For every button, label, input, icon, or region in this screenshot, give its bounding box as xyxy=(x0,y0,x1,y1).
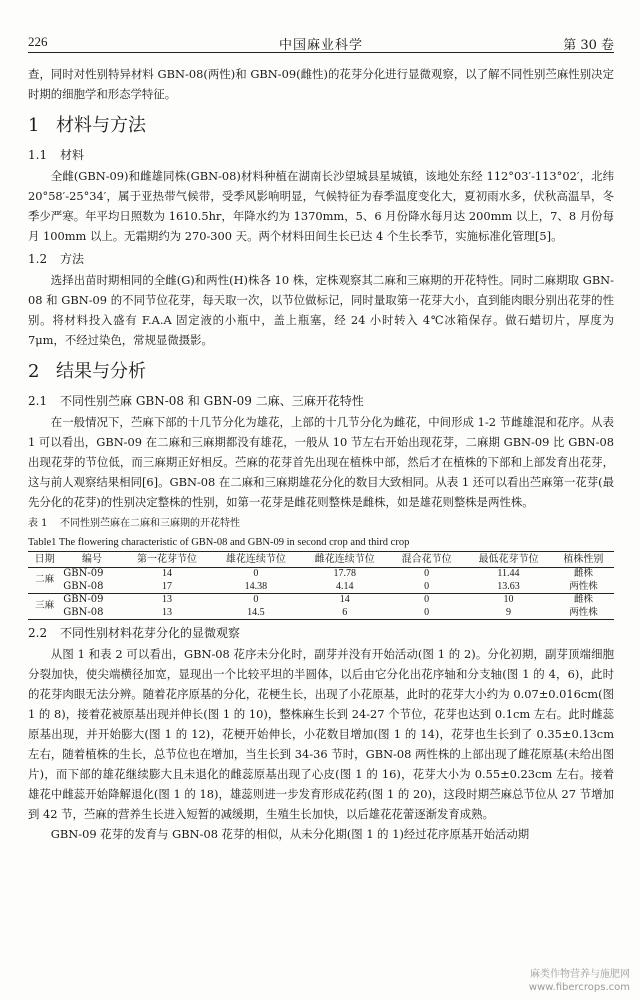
subsection-1-2-heading xyxy=(28,250,614,268)
table-header-cell: 雌花连续节位 xyxy=(314,554,375,565)
table-cell: 14.5 xyxy=(247,606,265,618)
table-title-cn: 不同性别苎麻在二麻和三麻期的开花特性 xyxy=(60,518,240,529)
subsection-number: 1.1 xyxy=(28,148,48,162)
subsection-title: 材料 xyxy=(60,148,85,162)
table-header-cell: 最低花芽节位 xyxy=(478,554,539,565)
table-cell: 17 xyxy=(162,580,173,592)
table-cell: 10 xyxy=(464,594,553,607)
table-header-cell: 编号 xyxy=(81,554,102,565)
table-header-cell: 第一花芽节位 xyxy=(137,554,198,565)
table-cell: 0 xyxy=(424,568,430,579)
table-cell: 0 xyxy=(389,594,464,607)
section-title: 材料与方法 xyxy=(56,115,146,136)
section-title: 结果与分析 xyxy=(56,361,146,382)
flowering-paragraph: 在一般情况下，苎麻下部的十几节分化为雄花，上部的十几节分化为雌花，中间形成 1-2 节雌雄混和花序。从表 1 可以看出，GBN-09 在二麻和三麻期都没有雄花，一般从 10 节左右开始出现花芽，二麻期 GBN-09 比 GBN-08 出现花芽的节位低，而三麻期正好相反。苎麻的花芽首先出现在植株中部，然后才在植株的下部和上部发育出花芽，这与前人观察结果相同[6]。GBN-08 在二麻和三麻期雄花分化的数目大致相同。从表 1 还可以看出苎麻第一花芽(最先分化的花芽)的性别决定整株的性别，如第一花芽是雌花则整株是雌株，如是雄花则整株是两性株。 xyxy=(28,415,614,509)
subsection-2-2-heading xyxy=(28,624,614,642)
site-watermark xyxy=(529,968,630,994)
watermark-line-cn: 麻类作物营养与施肥网 xyxy=(530,969,630,980)
table-cell: 雌株 xyxy=(573,568,593,579)
table-row xyxy=(28,568,614,581)
table-header-cell: 日期 xyxy=(34,554,55,565)
table-cell: GBN-08 xyxy=(63,580,104,592)
table-1-caption-en: Table1 The flowering characteristic of GBN-08 and GBN-09 in second crop and third crop xyxy=(28,537,410,548)
methods-paragraph: 选择出苗时期相同的全雌(G)和两性(H)株各 10 株，定株观察其二麻和三麻期的开花特性。同时二麻期取 GBN-08 和 GBN-09 的不同节位花芽，每天取一次，以节位做标记，同时量取第一花芽大小，直到能肉眼分别出花芽的性别。将材料投入盛有 F.A.A 固定液的小瓶中，盖上瓶塞，经 24 小时转入 4℃冰箱保存。做石蜡切片，厚度为 7μm，不经过染色，常规显微摄影。 xyxy=(28,273,614,347)
table-cell: GBN-09 xyxy=(63,568,104,579)
volume-label: 第 30 卷 xyxy=(563,38,614,53)
subsection-title: 不同性别苎麻 GBN-08 和 GBN-09 二麻、三麻开花特性 xyxy=(60,394,364,408)
table-cell: 0 xyxy=(424,580,430,592)
table-row xyxy=(28,594,614,607)
section-2-heading xyxy=(28,358,614,386)
article-body xyxy=(28,64,614,844)
table-header-row xyxy=(28,552,614,568)
page-number: 226 xyxy=(28,34,48,49)
table-cell: 0 xyxy=(253,568,259,579)
table-cell: GBN-08 xyxy=(63,606,104,618)
table-number: 表 1 xyxy=(28,518,48,529)
table-header-cell: 混合花节位 xyxy=(401,554,452,565)
materials-paragraph: 全雌(GBN-09)和雌雄同株(GBN-08)材料种植在湖南长沙望城县星城镇，该地处东经 112°03′-113°02′，北纬 20°58′-25°34′，属于亚热带气候带，受季风影响明显，气候特征为春季温度变化大，夏初雨水多，伏秋高温旱，冬季少严寒。年平均日照数为 1610.5hr，年降水约为 1370mm，5、6 月份降水每月达 200mm 以上，7、8 月份每月 100mm 以上。无霜期约为 270-300 天。两个材料田间生长已达 4 个生长季节，实施标准化管理[5]。 xyxy=(28,169,614,243)
section-1-heading xyxy=(28,112,614,140)
table-cell: 0 xyxy=(424,606,430,618)
table-header-cell: 雄花连续节位 xyxy=(225,554,286,565)
journal-title: 中国麻业科学 xyxy=(278,38,363,53)
table-cell: 14.38 xyxy=(244,580,268,592)
section-number: 2 xyxy=(28,361,40,382)
section-number: 1 xyxy=(28,115,40,136)
table-cell: 13 xyxy=(123,594,212,607)
running-header xyxy=(28,30,614,53)
subsection-number: 2.2 xyxy=(28,626,48,640)
table-cell: 13.63 xyxy=(497,580,520,592)
subsection-number: 2.1 xyxy=(28,394,48,408)
gbn09-paragraph: GBN-09 花芽的发育与 GBN-08 花芽的相似，从未分化期(图 1 的 1)经过花序原基开始活动期 xyxy=(50,827,530,841)
intro-paragraph: 查，同时对性别特异材料 GBN-08(两性)和 GBN-09(雌性)的花芽分化进行显微观察，以了解不同性别苎麻性别决定时期的细胞学和形态学特征。 xyxy=(28,67,614,101)
table-cell: 17.78 xyxy=(333,568,356,579)
table-cell: 13 xyxy=(162,606,173,618)
table-cell: 14 xyxy=(300,594,389,607)
subsection-title: 方法 xyxy=(60,252,85,266)
subsection-2-1-heading xyxy=(28,392,614,410)
table-cell: 0 xyxy=(211,594,300,607)
subsection-number: 1.2 xyxy=(28,252,48,266)
subsection-title: 不同性别材料花芽分化的显微观察 xyxy=(60,626,241,640)
watermark-line-url: www.fibercrops.com xyxy=(528,982,630,993)
table-cell: 4.14 xyxy=(335,580,354,592)
table-cell: 9 xyxy=(505,606,511,618)
period-cell: 三麻 xyxy=(28,594,61,620)
subsection-1-1-heading xyxy=(28,146,614,164)
table-row xyxy=(28,581,614,594)
table-cell: 雌株 xyxy=(553,594,614,607)
table-1 xyxy=(28,551,614,620)
table-cell: 6 xyxy=(342,606,348,618)
table-cell: 两性株 xyxy=(569,580,598,592)
table-header-cell: 植株性别 xyxy=(563,554,604,565)
table-cell: GBN-09 xyxy=(61,594,122,607)
table-cell: 14 xyxy=(162,568,173,579)
period-cell: 二麻 xyxy=(35,574,55,586)
table-cell: 11.44 xyxy=(497,568,520,579)
table-row xyxy=(28,607,614,620)
table-1-caption-cn xyxy=(28,516,614,531)
table-cell: 两性株 xyxy=(569,606,598,618)
microscopy-paragraph: 从图 1 和表 2 可以看出，GBN-08 花序未分化时，副芽并没有开始活动(图 1 的 2)。分化初期，副芽顶端细胞分裂加快，使尖端横径加宽，显现出一个比较平坦的半圆体，以后由它分化出花序轴和分支轴(图 1 的 4，6)，此时的花芽肉眼无法分辨。随着花序原基的分化，花梗生长，出现了小花原基，此时的花芽大小约为 0.07±0.016cm(图 1 的 8)，接着花被原基出现并伸长(图 1 的 10)，整株麻生长到 24-27 个节位，花芽也达到 0.1cm 左右。此时雌蕊原基出现，并开始膨大(图 1 的 12)，花梗开始伸长，小花数目增加(图 1 的 14)，花芽也生长到了 0.35±0.13cm 左右，随着植株的生长，总节位也在增加，当生长到 34-36 节时，GBN-08 两性株的上部出现了雌花原基(未给出图片)，而下部的雄花继续膨大且未退化的雌蕊原基出现了心皮(图 1 的 16)，花芽大小为 0.55±0.23cm 左右。接着雄花中雌蕊开始降解退化(图 1 的 18)，雄蕊则进一步发育形成花药(图 1 的 20)，这段时期苎麻总节位从 27 节增加到 42 节，苎麻的营养生长进入短暂的减缓期，生殖生长加快，以后雄花花蕾逐渐发育成熟。 xyxy=(28,647,614,821)
